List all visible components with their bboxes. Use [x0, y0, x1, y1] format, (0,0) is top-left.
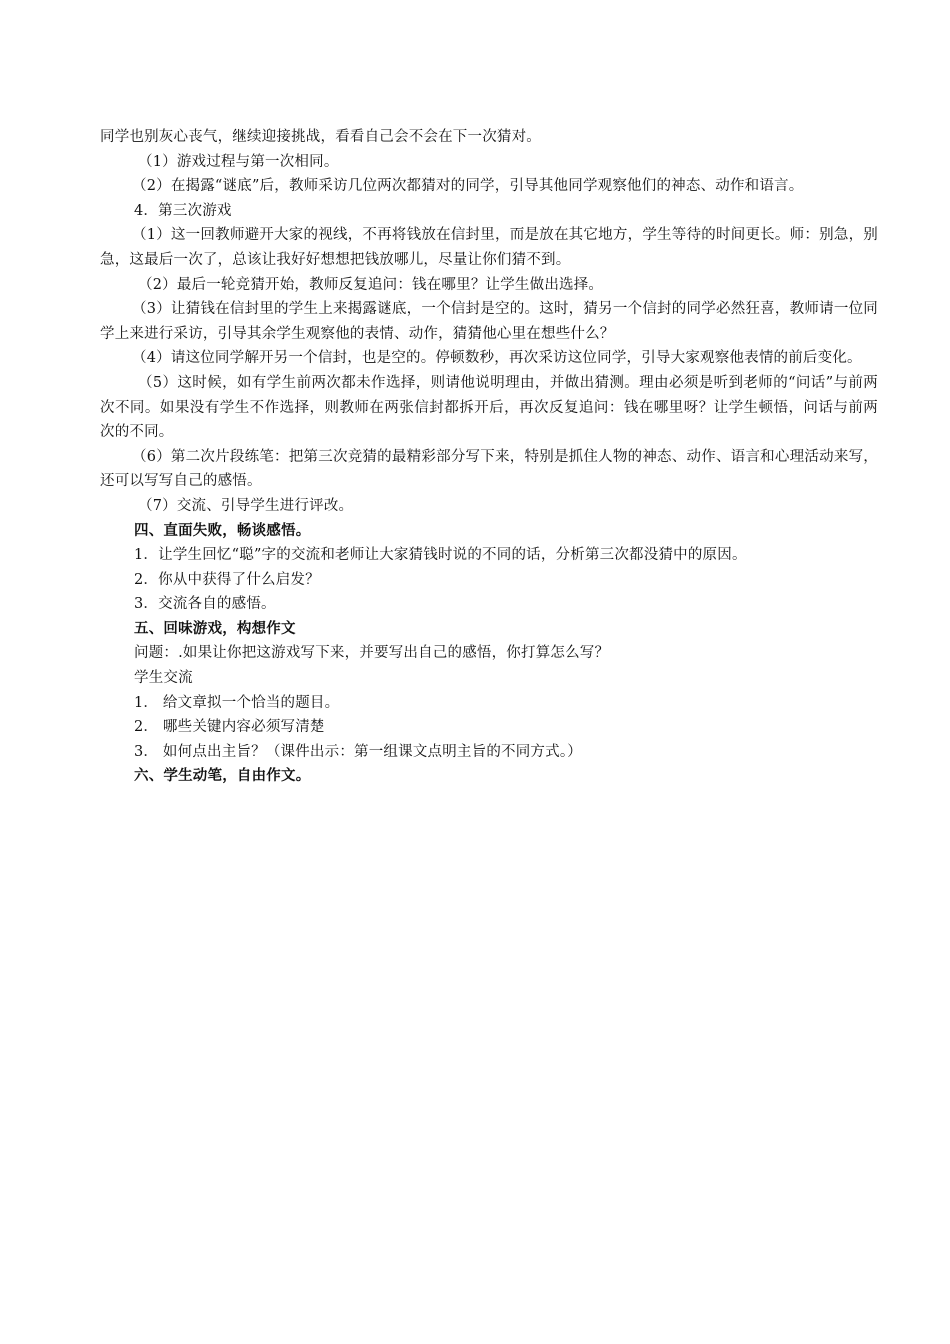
paragraph: 2． 哪些关键内容必须写清楚	[134, 719, 325, 736]
paragraph: （3）让猜钱在信封里的学生上来揭露谜底，一个信封是空的。这时，猜另一个信封的同学必然狂喜，教师请一位同学上来进行采访，引导其余学生观察他的表情、动作，猜猜他心里在想些什么？	[100, 301, 878, 342]
paragraph: （1）这一回教师避开大家的视线，不再将钱放在信封里，而是放在其它地方，学生等待的时间更长。师：别急，别急，这最后一次了，总该让我好好想想把钱放哪儿，尽量让你们猜不到。	[100, 227, 878, 268]
paragraph: （5）这时候，如有学生前两次都未作选择，则请他说明理由，并做出猜测。理由必须是听到老师的“问话”与前两次不同。如果没有学生不作选择，则教师在两张信封都拆开后，再次反复追问：钱在哪里呀？让学生顿悟，问话与前两次的不同。	[100, 374, 878, 441]
paragraph: 3． 如何点出主旨？（课件出示：第一组课文点明主旨的不同方式。）	[134, 743, 582, 760]
paragraph: 同学也别灰心丧气，继续迎接挑战，看看自己会不会在下一次猜对。	[100, 129, 541, 145]
paragraph: 问题：.如果让你把这游戏写下来，并要写出自己的感悟，你打算怎么写？	[134, 645, 610, 662]
paragraph: （7）交流、引导学生进行评改。	[138, 497, 354, 514]
paragraph: 4．第三次游戏	[134, 202, 232, 219]
paragraph: （1）游戏过程与第一次相同。	[138, 153, 339, 170]
section-heading: 六、学生动笔，自由作文。	[134, 767, 311, 785]
paragraph: 3．交流各自的感悟。	[134, 596, 276, 613]
paragraph: （4）请这位同学解开另一个信封，也是空的。停顿数秒，再次采访这位同学，引导大家观察他表情的前后变化。	[132, 350, 862, 367]
paragraph: 1． 给文章拟一个恰当的题目。	[134, 694, 340, 711]
paragraph: 学生交流	[134, 670, 193, 687]
document-body	[100, 125, 878, 789]
section-heading: 四、直面失败，畅谈感悟。	[134, 521, 311, 539]
paragraph: （2）在揭露“谜底”后，教师采访几位两次都猜对的同学，引导其他同学观察他们的神态、动作和语言。	[132, 178, 804, 195]
paragraph: （2）最后一轮竞猜开始，教师反复追问：钱在哪里？让学生做出选择。	[138, 276, 604, 293]
paragraph: 2．你从中获得了什么启发？	[134, 571, 320, 588]
section-heading: 五、回味游戏，构想作文	[134, 619, 296, 637]
paragraph: （6）第二次片段练笔：把第三次竞猜的最精彩部分写下来，特别是抓住人物的神态、动作、语言和心理活动来写，还可以写写自己的感悟。	[100, 448, 878, 490]
paragraph: 1．让学生回忆“聪”字的交流和老师让大家猜钱时说的不同的话，分析第三次都没猜中的原因。	[134, 547, 747, 564]
